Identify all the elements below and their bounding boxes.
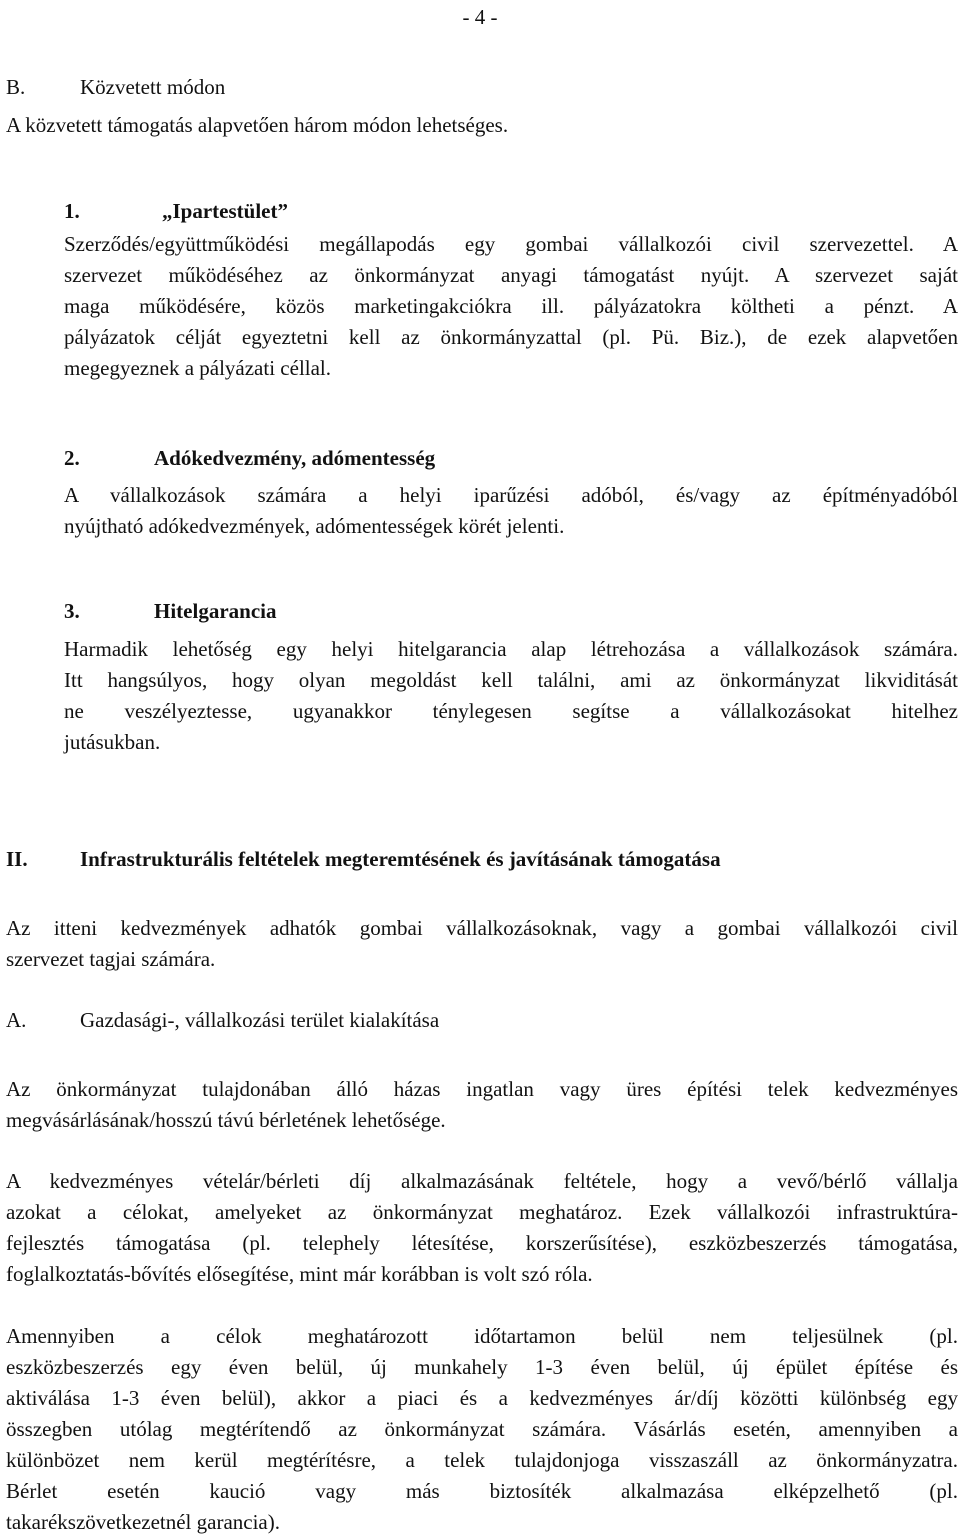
item-1-title: „Ipartestület” [162, 199, 288, 223]
section-a-paragraph-1 [6, 1074, 958, 1136]
item-2-number: 2. [64, 446, 80, 470]
section-a-label: A. [6, 1008, 27, 1032]
item-3-body [64, 634, 958, 758]
item-1-number: 1. [64, 199, 80, 223]
section-a-para3-line: összegben utólag megtérítendő az önkormányzat számára. Vásárlás esetén, amennyiben a [6, 1417, 958, 1441]
section-a-para1-line: Az önkormányzat tulajdonában álló házas ingatlan vagy üres építési telek kedvezményes [6, 1077, 958, 1101]
item-2-line: A vállalkozások számára a helyi iparűzési adóból, és/vagy az építményadóból [64, 483, 958, 507]
item-3-heading [64, 596, 958, 627]
page-number: - 4 - [462, 5, 498, 29]
item-1-line: szervezet működéséhez az önkormányzat anyagi támogatást nyújt. A szervezet saját [64, 263, 958, 287]
section-ii-label: II. [6, 847, 28, 871]
item-1-line: maga működésére, közös marketingakciókra ill. pályázatokra költheti a pénzt. A [64, 294, 958, 318]
section-ii-body [6, 913, 958, 975]
section-a-para3-line: különbözet nem kerül megtérítésre, a telek tulajdonjoga visszaszáll az önkormányzatra. [6, 1448, 958, 1472]
item-1-line: megegyeznek a pályázati céllal. [64, 356, 332, 380]
section-a-paragraph-2 [6, 1166, 958, 1290]
section-ii-line: szervezet tagjai számára. [6, 947, 216, 971]
section-a-paragraph-3 [6, 1321, 958, 1538]
item-3-line: jutásukban. [64, 730, 161, 754]
section-a-para2-line: foglalkoztatás-bővítés elősegítése, mint már korábban is volt szó róla. [6, 1262, 593, 1286]
section-a-para2-line: A kedvezményes vételár/bérleti díj alkalmazásának feltétele, hogy a vevő/bérlő vállalja [6, 1169, 958, 1193]
item-1-line: Szerződés/együttműködési megállapodás egy gombai vállalkozói civil szervezettel. A [64, 232, 958, 256]
section-ii-title: Infrastrukturális feltételek megteremtésének és javításának támogatása [80, 847, 721, 871]
section-b-intro: A közvetett támogatás alapvetően három módon lehetséges. [6, 113, 509, 137]
item-3-line: Harmadik lehetőség egy helyi hitelgarancia alap létrehozása a vállalkozások számára. [64, 637, 958, 661]
section-ii-heading [6, 844, 958, 875]
item-2-body [64, 480, 958, 542]
item-2-line: nyújtható adókedvezmények, adómentességek körét jelenti. [64, 514, 565, 538]
item-1-heading [64, 196, 958, 227]
section-a-para3-line: takarékszövetkezetnél garancia). [6, 1510, 280, 1534]
section-a-para3-line: Amennyiben a célok meghatározott időtartamon belül nem teljesülnek (pl. [6, 1324, 958, 1348]
section-a-title: Gazdasági-, vállalkozási terület kialakítása [80, 1008, 440, 1032]
section-a-para3-line: Bérlet esetén kaució vagy más biztosíték alkalmazása elképzelhető (pl. [6, 1479, 958, 1503]
item-2-title: Adókedvezmény, adómentesség [154, 446, 436, 470]
section-a-heading [6, 1005, 958, 1036]
section-a-para1-line: megvásárlásának/hosszú távú bérletének lehetősége. [6, 1108, 446, 1132]
item-1-body [64, 229, 958, 384]
section-ii-line: Az itteni kedvezmények adhatók gombai vállalkozásoknak, vagy a gombai vállalkozói civil [6, 916, 958, 940]
section-a-para3-line: aktiválása 1-3 éven belül), akkor a piaci és a kedvezményes ár/díj közötti különbség egy [6, 1386, 958, 1410]
section-a-para2-line: fejlesztés támogatása (pl. telephely létesítése, korszerűsítése), eszközbeszerzés támogatása, [6, 1231, 958, 1255]
item-3-line: Itt hangsúlyos, hogy olyan megoldást kell találni, ami az önkormányzat likviditását [64, 668, 958, 692]
item-2-heading [64, 443, 958, 474]
section-a-para3-line: eszközbeszerzés egy éven belül, új munkahely 1-3 éven belül, új épület építése és [6, 1355, 958, 1379]
section-a-para2-line: azokat a célokat, amelyeket az önkormányzat meghatároz. Ezek vállalkozói infrastruktúra- [6, 1200, 958, 1224]
section-b-label: B. [6, 75, 26, 99]
item-3-number: 3. [64, 599, 80, 623]
item-1-line: pályázatok célját egyeztetni kell az önkormányzattal (pl. Pü. Biz.), de ezek alapvetően [64, 325, 958, 349]
item-3-title: Hitelgarancia [154, 599, 277, 623]
section-b-heading [6, 72, 958, 103]
section-b-title: Közvetett módon [80, 75, 226, 99]
item-3-line: ne veszélyeztesse, ugyanakkor ténylegesen segítse a vállalkozásokat hitelhez [64, 699, 958, 723]
